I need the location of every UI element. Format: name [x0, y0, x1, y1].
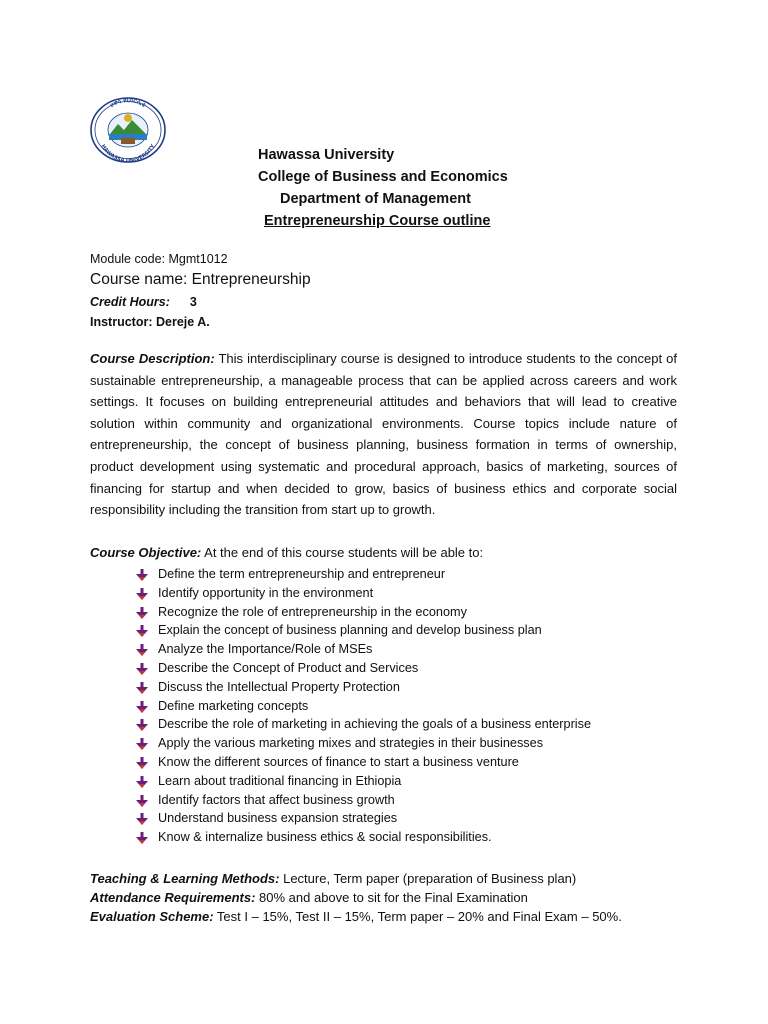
attendance-requirements: [90, 888, 710, 907]
university-name: Hawassa University: [258, 147, 395, 163]
instructor: Instructor: Dereje A.: [90, 315, 210, 329]
objective-item: [134, 809, 690, 828]
objective-list: [90, 565, 690, 847]
course-name: Course name: Entrepreneurship: [90, 271, 311, 288]
university-seal-logo: [88, 94, 168, 164]
objective-item-text: Understand business expansion strategies: [158, 811, 398, 826]
document-header: [258, 144, 548, 232]
objective-item-text: Explain the concept of business planning and develop business plan: [158, 623, 542, 638]
objective-item: [134, 640, 690, 659]
teaching-methods: [90, 869, 710, 888]
objective-item: [134, 678, 690, 697]
college-name: College of Business and Economics: [258, 169, 508, 185]
credit-hours-label: Credit Hours:: [90, 295, 170, 309]
arrow-down-bullet-icon: [136, 607, 148, 619]
objective-item-text: Know & internalize business ethics & social responsibilities.: [158, 830, 492, 845]
objective-item: [134, 697, 690, 716]
document-title: Entrepreneurship Course outline: [264, 213, 491, 229]
course-description: [90, 348, 677, 521]
arrow-down-bullet-icon: [136, 813, 148, 825]
evaluation-scheme-label: Evaluation Scheme:: [90, 909, 214, 924]
credit-hours: [90, 292, 690, 312]
objective-item: [134, 791, 690, 810]
module-code: Module code: Mgmt1012: [90, 252, 228, 266]
objective-item: [134, 584, 690, 603]
arrow-down-bullet-icon: [136, 569, 148, 581]
objective-item: [134, 565, 690, 584]
arrow-down-bullet-icon: [136, 644, 148, 656]
attendance-requirements-label: Attendance Requirements:: [90, 890, 256, 905]
course-description-label: Course Description:: [90, 351, 215, 366]
objective-item-text: Identify opportunity in the environment: [158, 585, 374, 600]
objective-item: [134, 734, 690, 753]
objective-item-text: Recognize the role of entrepreneurship in the economy: [158, 604, 467, 619]
course-objective-label: Course Objective:: [90, 545, 202, 560]
course-description-text: This interdisciplinary course is designed to introduce students to the concept of sustainable entrepreneurship, a manageable process that can be applied across careers and work settings. It focuses on building entrepreneurial attitudes and behaviors that will lead to creative solution within community and organizational environments. Course topics include nature of entrepreneurship, the concept of business planning, business formation in terms of ownership, product development using systematic and procedural approach, basics of marketing, sources of financing for startup and when decided to grow, basics of business ethics and corporate social responsibility including the transition from start up to growth.: [90, 351, 677, 518]
arrow-down-bullet-icon: [136, 663, 148, 675]
teaching-methods-label: Teaching & Learning Methods:: [90, 871, 280, 886]
objective-item-text: Analyze the Importance/Role of MSEs: [158, 642, 373, 657]
teaching-methods-text: Lecture, Term paper (preparation of Business plan): [279, 871, 577, 886]
course-objective: [90, 543, 690, 847]
objective-item-text: Define marketing concepts: [158, 698, 309, 713]
arrow-down-bullet-icon: [136, 701, 148, 713]
objective-item-text: Learn about traditional financing in Ethiopia: [158, 773, 402, 788]
objective-item: [134, 603, 690, 622]
arrow-down-bullet-icon: [136, 795, 148, 807]
objective-item: [134, 828, 690, 847]
arrow-down-bullet-icon: [136, 776, 148, 788]
objective-item-text: Describe the Concept of Product and Services: [158, 660, 419, 675]
objective-item-text: Identify factors that affect business growth: [158, 792, 395, 807]
objective-item: [134, 753, 690, 772]
course-requirements: [90, 869, 710, 926]
arrow-down-bullet-icon: [136, 719, 148, 731]
course-objective-intro: At the end of this course students will be able to:: [201, 545, 484, 560]
objective-item-text: Apply the various marketing mixes and strategies in their businesses: [158, 736, 544, 751]
evaluation-scheme-text: Test I – 15%, Test II – 15%, Term paper – 20% and Final Exam – 50%.: [213, 909, 622, 924]
objective-item: [134, 621, 690, 640]
credit-hours-value: 3: [189, 295, 197, 309]
svg-text:ሀዋሳ ዩኒቨርሲቲ: ሀዋሳ ዩኒቨርሲቲ: [108, 96, 148, 109]
arrow-down-bullet-icon: [136, 757, 148, 769]
objective-item-text: Define the term entrepreneurship and entrepreneur: [158, 567, 446, 581]
objective-item-text: Describe the role of marketing in achieving the goals of a business enterprise: [158, 717, 592, 732]
objective-item-text: Know the different sources of finance to start a business venture: [158, 754, 519, 769]
course-meta: [90, 250, 690, 332]
arrow-down-bullet-icon: [136, 738, 148, 750]
department-name: Department of Management: [280, 191, 471, 207]
arrow-down-bullet-icon: [136, 832, 148, 844]
course-objective-heading: [90, 543, 690, 563]
evaluation-scheme: [90, 907, 710, 926]
attendance-requirements-text: 80% and above to sit for the Final Examination: [255, 890, 528, 905]
objective-item: [134, 659, 690, 678]
arrow-down-bullet-icon: [136, 682, 148, 694]
objective-item-text: Discuss the Intellectual Property Protection: [158, 679, 400, 694]
arrow-down-bullet-icon: [136, 588, 148, 600]
arrow-down-bullet-icon: [136, 625, 148, 637]
svg-text:HAWASSA UNIVERSITY: HAWASSA UNIVERSITY: [99, 143, 157, 164]
objective-item: [134, 715, 690, 734]
objective-item: [134, 772, 690, 791]
